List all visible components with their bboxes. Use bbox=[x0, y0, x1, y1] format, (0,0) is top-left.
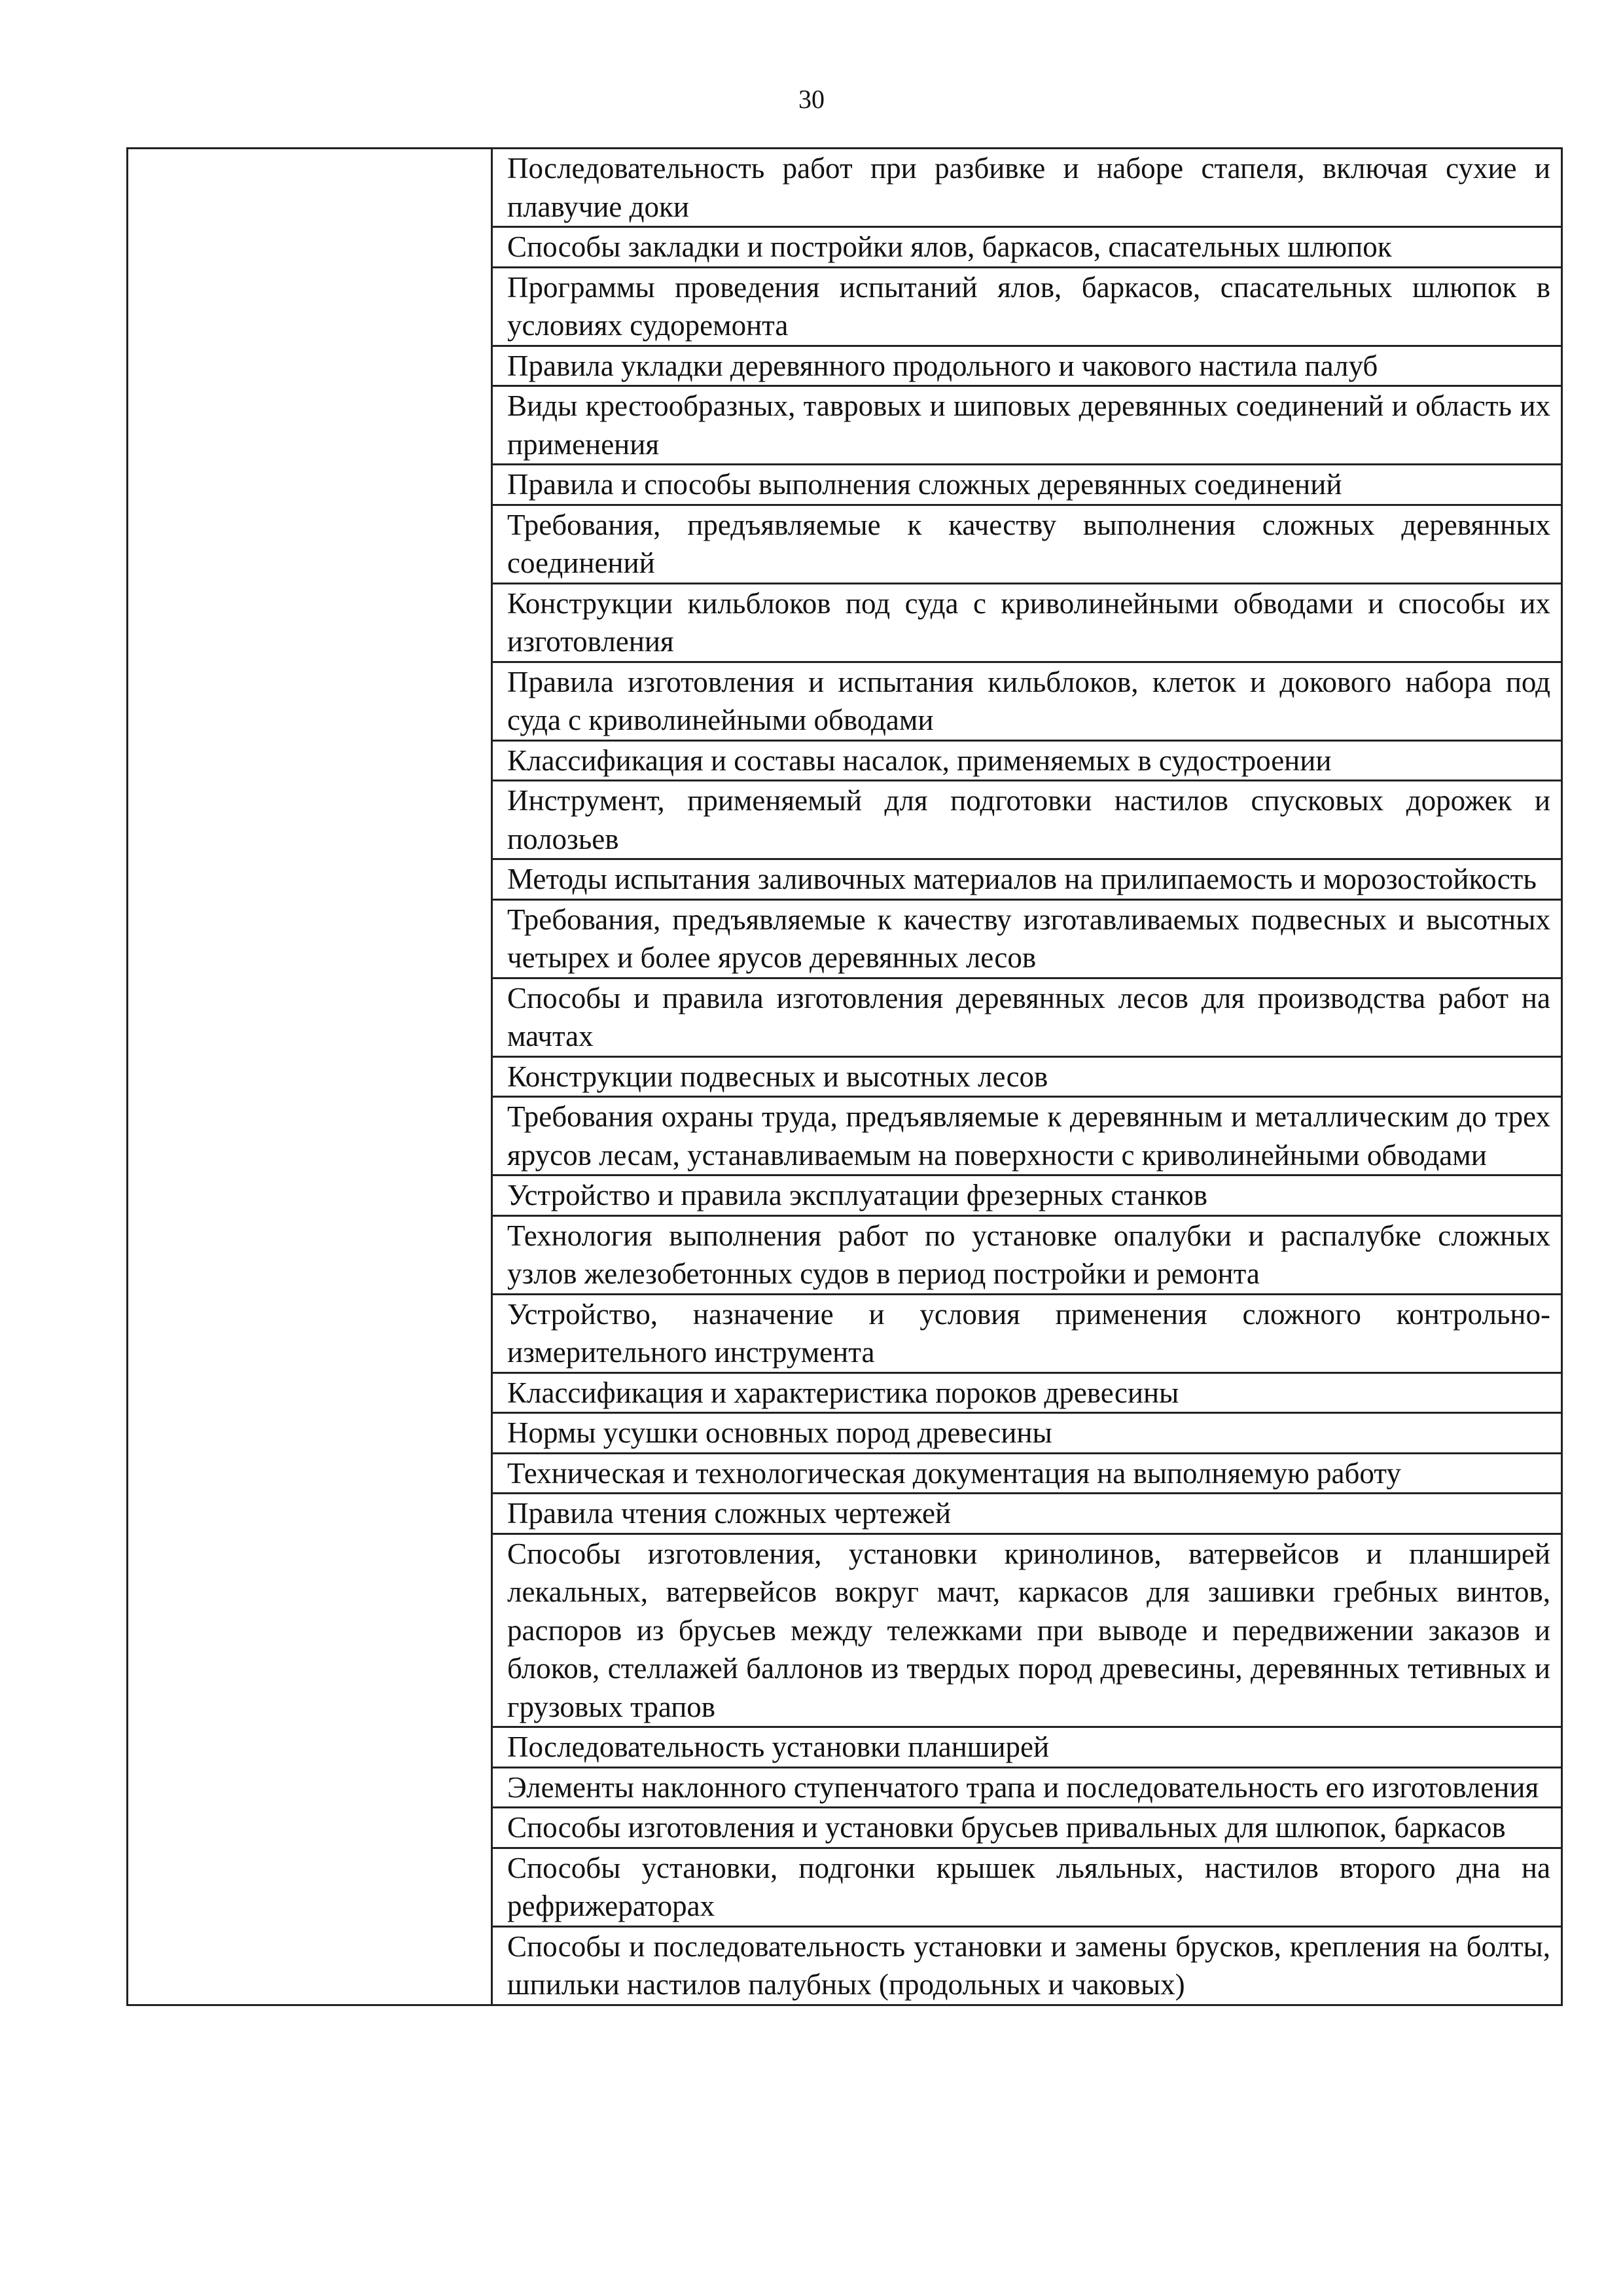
table-cell: Требования охраны труда, предъявляемые к деревянным и металлическим до трех ярусов лесам, устанавливаемым на поверхности с криволинейными обводами bbox=[492, 1097, 1562, 1175]
table-cell: Программы проведения испытаний ялов, баркасов, спасательных шлюпок в условиях судоремонта bbox=[492, 267, 1562, 346]
table-cell: Правила чтения сложных чертежей bbox=[492, 1494, 1562, 1534]
page-number: 30 bbox=[798, 84, 825, 114]
table-cell: Способы установки, подгонки крышек льяльных, настилов второго дна на рефрижераторах bbox=[492, 1848, 1562, 1926]
table-cell: Устройство, назначение и условия применения сложного контрольно-измерительного инструмента bbox=[492, 1294, 1562, 1372]
table-cell: Элементы наклонного ступенчатого трапа и последовательность его изготовления bbox=[492, 1767, 1562, 1808]
table-cell: Правила укладки деревянного продольного и чакового настила палуб bbox=[492, 346, 1562, 386]
table-cell: Способы закладки и постройки ялов, баркасов, спасательных шлюпок bbox=[492, 227, 1562, 268]
left-column-cell bbox=[128, 149, 492, 2005]
table-cell: Виды крестообразных, тавровых и шиповых деревянных соединений и область их применения bbox=[492, 386, 1562, 465]
table-cell: Классификация и характеристика пороков древесины bbox=[492, 1372, 1562, 1413]
table-cell: Способы и правила изготовления деревянных лесов для производства работ на мачтах bbox=[492, 978, 1562, 1056]
table-cell: Классификация и составы насалок, применяемых в судостроении bbox=[492, 740, 1562, 781]
requirements-table bbox=[126, 147, 1563, 2006]
table-cell: Правила изготовления и испытания кильблоков, клеток и докового набора под суда с криволинейными обводами bbox=[492, 662, 1562, 740]
table-cell: Конструкции подвесных и высотных лесов bbox=[492, 1056, 1562, 1097]
table-cell: Способы изготовления, установки кринолинов, ватервейсов и планширей лекальных, ватервейсов вокруг мачт, каркасов для зашивки гребных винтов, распоров из брусьев между тележками при выводе и передвижении заказов и блоков, стеллажей баллонов из твердых пород древесины, деревянных тетивных и грузовых трапов bbox=[492, 1534, 1562, 1727]
table-cell: Нормы усушки основных пород древесины bbox=[492, 1413, 1562, 1454]
table-cell: Техническая и технологическая документация на выполняемую работу bbox=[492, 1453, 1562, 1494]
table-row bbox=[128, 149, 1562, 227]
table-cell: Последовательность работ при разбивке и наборе стапеля, включая сухие и плавучие доки bbox=[492, 149, 1562, 227]
table-cell: Требования, предъявляемые к качеству выполнения сложных деревянных соединений bbox=[492, 505, 1562, 583]
table-cell: Требования, предъявляемые к качеству изготавливаемых подвесных и высотных четырех и более ярусов деревянных лесов bbox=[492, 899, 1562, 978]
table-cell: Конструкции кильблоков под суда с криволинейными обводами и способы их изготовления bbox=[492, 583, 1562, 662]
table-cell: Устройство и правила эксплуатации фрезерных станков bbox=[492, 1175, 1562, 1216]
table-cell: Инструмент, применяемый для подготовки настилов спусковых дорожек и полозьев bbox=[492, 781, 1562, 859]
table-cell: Последовательность установки планширей bbox=[492, 1727, 1562, 1768]
table-cell: Способы изготовления и установки брусьев привальных для шлюпок, баркасов bbox=[492, 1808, 1562, 1848]
table-cell: Технология выполнения работ по установке опалубки и распалубке сложных узлов железобетонных судов в период постройки и ремонта bbox=[492, 1215, 1562, 1294]
table-cell: Способы и последовательность установки и замены брусков, крепления на болты, шпильки настилов палубных (продольных и чаковых) bbox=[492, 1926, 1562, 2005]
table-cell: Методы испытания заливочных материалов на прилипаемость и морозостойкость bbox=[492, 859, 1562, 900]
table-cell: Правила и способы выполнения сложных деревянных соединений bbox=[492, 465, 1562, 505]
